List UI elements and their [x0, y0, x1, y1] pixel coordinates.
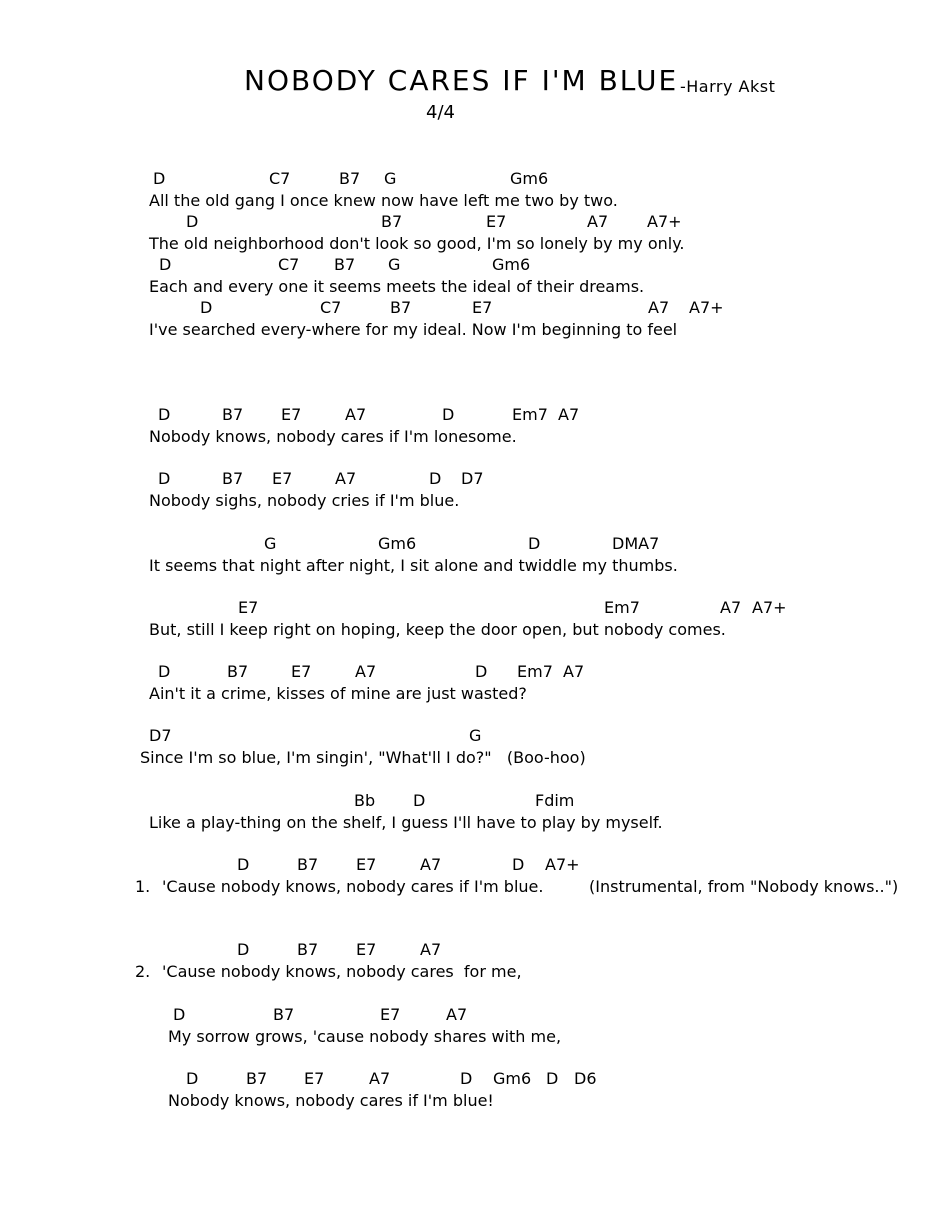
chord-d7: D7	[149, 726, 172, 745]
performance-note: (Instrumental, from "Nobody knows..")	[589, 877, 899, 896]
chord-d: D	[158, 469, 171, 488]
chord-d: D	[460, 1069, 473, 1088]
chord-d: D	[158, 662, 171, 681]
chord-a7: A7	[420, 855, 442, 874]
chord-row	[0, 534, 950, 554]
lyric-line: Like a play-thing on the shelf, I guess I'll have to play by myself.	[149, 813, 663, 832]
song-title: NOBODY CARES IF I'M BLUE	[244, 64, 679, 97]
chord-d: D	[237, 855, 250, 874]
chord-b7: B7	[339, 169, 361, 188]
chord-a7: A7	[345, 405, 367, 424]
chord-d: D	[173, 1005, 186, 1024]
chord-a7: A7	[446, 1005, 468, 1024]
chord-b7: B7	[297, 855, 319, 874]
chord-a7plus: A7+	[752, 598, 787, 617]
chord-d: D	[528, 534, 541, 553]
lyric-line: I've searched every-where for my ideal. Now I'm beginning to feel	[149, 320, 678, 339]
song-author: -Harry Akst	[680, 77, 776, 96]
chord-a7: A7	[648, 298, 670, 317]
chord-d: D	[153, 169, 166, 188]
chord-a7: A7	[563, 662, 585, 681]
chord-d: D	[186, 1069, 199, 1088]
chord-c7: C7	[320, 298, 342, 317]
lyric-line: The old neighborhood don't look so good, I'm so lonely by my only.	[149, 234, 685, 253]
chord-dma7: DMA7	[612, 534, 660, 553]
chord-b7: B7	[222, 469, 244, 488]
chord-d: D	[442, 405, 455, 424]
chord-b7: B7	[334, 255, 356, 274]
chord-row	[0, 598, 950, 618]
ending-number: 2.	[135, 962, 151, 981]
chord-em7: Em7	[517, 662, 553, 681]
lyric-line: Nobody knows, nobody cares if I'm lonesome.	[149, 427, 517, 446]
chord-b7: B7	[227, 662, 249, 681]
chord-d: D	[159, 255, 172, 274]
chord-b7: B7	[273, 1005, 295, 1024]
chord-b7: B7	[222, 405, 244, 424]
ending-number: 1.	[135, 877, 151, 896]
chord-row	[0, 298, 950, 318]
chord-em7: Em7	[604, 598, 640, 617]
chord-a7: A7	[335, 469, 357, 488]
chord-b7: B7	[390, 298, 412, 317]
chord-d: D	[429, 469, 442, 488]
chord-gm6: Gm6	[492, 255, 531, 274]
lyric-line: Each and every one it seems meets the ideal of their dreams.	[149, 277, 645, 296]
chord-row	[0, 662, 950, 682]
chord-g: G	[384, 169, 397, 188]
chord-row	[0, 791, 950, 811]
chord-e7: E7	[380, 1005, 401, 1024]
lyric-line: 'Cause nobody knows, nobody cares if I'm blue.	[162, 877, 544, 896]
chord-row	[0, 940, 950, 960]
chord-row	[0, 169, 950, 189]
lyric-line: Since I'm so blue, I'm singin', "What'll I do?" (Boo-hoo)	[140, 748, 586, 767]
chord-a7: A7	[587, 212, 609, 231]
chord-row	[0, 726, 950, 746]
chord-e7: E7	[291, 662, 312, 681]
chord-a7plus: A7+	[647, 212, 682, 231]
chord-e7: E7	[272, 469, 293, 488]
lyric-line: Nobody knows, nobody cares if I'm blue!	[168, 1091, 494, 1110]
lyric-line: Nobody sighs, nobody cries if I'm blue.	[149, 491, 460, 510]
chord-d: D	[237, 940, 250, 959]
chord-row	[0, 1069, 950, 1089]
chord-em7: Em7	[512, 405, 548, 424]
chord-e7: E7	[356, 855, 377, 874]
chord-e7: E7	[486, 212, 507, 231]
chord-b7: B7	[297, 940, 319, 959]
chord-a7: A7	[369, 1069, 391, 1088]
chord-d6: D6	[574, 1069, 597, 1088]
chord-g: G	[388, 255, 401, 274]
chord-b7: B7	[381, 212, 403, 231]
chord-d: D	[512, 855, 525, 874]
lyric-line: But, still I keep right on hoping, keep the door open, but nobody comes.	[149, 620, 726, 639]
chord-row	[0, 255, 950, 275]
chord-a7: A7	[720, 598, 742, 617]
chord-a7: A7	[558, 405, 580, 424]
chord-d: D	[475, 662, 488, 681]
lyric-line: 'Cause nobody knows, nobody cares for me,	[162, 962, 522, 981]
chord-d: D	[158, 405, 171, 424]
lyric-line: It seems that night after night, I sit alone and twiddle my thumbs.	[149, 556, 678, 575]
chord-gm6: Gm6	[510, 169, 549, 188]
chord-gm6: Gm6	[378, 534, 417, 553]
chord-a7: A7	[420, 940, 442, 959]
chord-e7: E7	[281, 405, 302, 424]
chord-b7: B7	[246, 1069, 268, 1088]
chord-e7: E7	[472, 298, 493, 317]
chord-e7: E7	[238, 598, 259, 617]
chord-a7: A7	[355, 662, 377, 681]
chord-row	[0, 405, 950, 425]
chord-row	[0, 1005, 950, 1025]
chord-row	[0, 469, 950, 489]
chord-row	[0, 855, 950, 875]
lyric-line: My sorrow grows, 'cause nobody shares with me,	[168, 1027, 562, 1046]
lyric-line: All the old gang I once knew now have left me two by two.	[149, 191, 618, 210]
chord-e7: E7	[304, 1069, 325, 1088]
chord-row	[0, 212, 950, 232]
chord-e7: E7	[356, 940, 377, 959]
chord-d: D	[546, 1069, 559, 1088]
chord-bb: Bb	[354, 791, 376, 810]
chord-d: D	[186, 212, 199, 231]
chord-fdim: Fdim	[535, 791, 575, 810]
lyric-line: Ain't it a crime, kisses of mine are just wasted?	[149, 684, 527, 703]
chord-g: G	[469, 726, 482, 745]
chord-d7: D7	[461, 469, 484, 488]
chord-d: D	[200, 298, 213, 317]
chord-a7plus: A7+	[689, 298, 724, 317]
chord-c7: C7	[269, 169, 291, 188]
chord-a7plus: A7+	[545, 855, 580, 874]
time-signature: 4/4	[426, 102, 455, 123]
chord-d: D	[413, 791, 426, 810]
chord-c7: C7	[278, 255, 300, 274]
chord-g: G	[264, 534, 277, 553]
chord-gm6: Gm6	[493, 1069, 532, 1088]
